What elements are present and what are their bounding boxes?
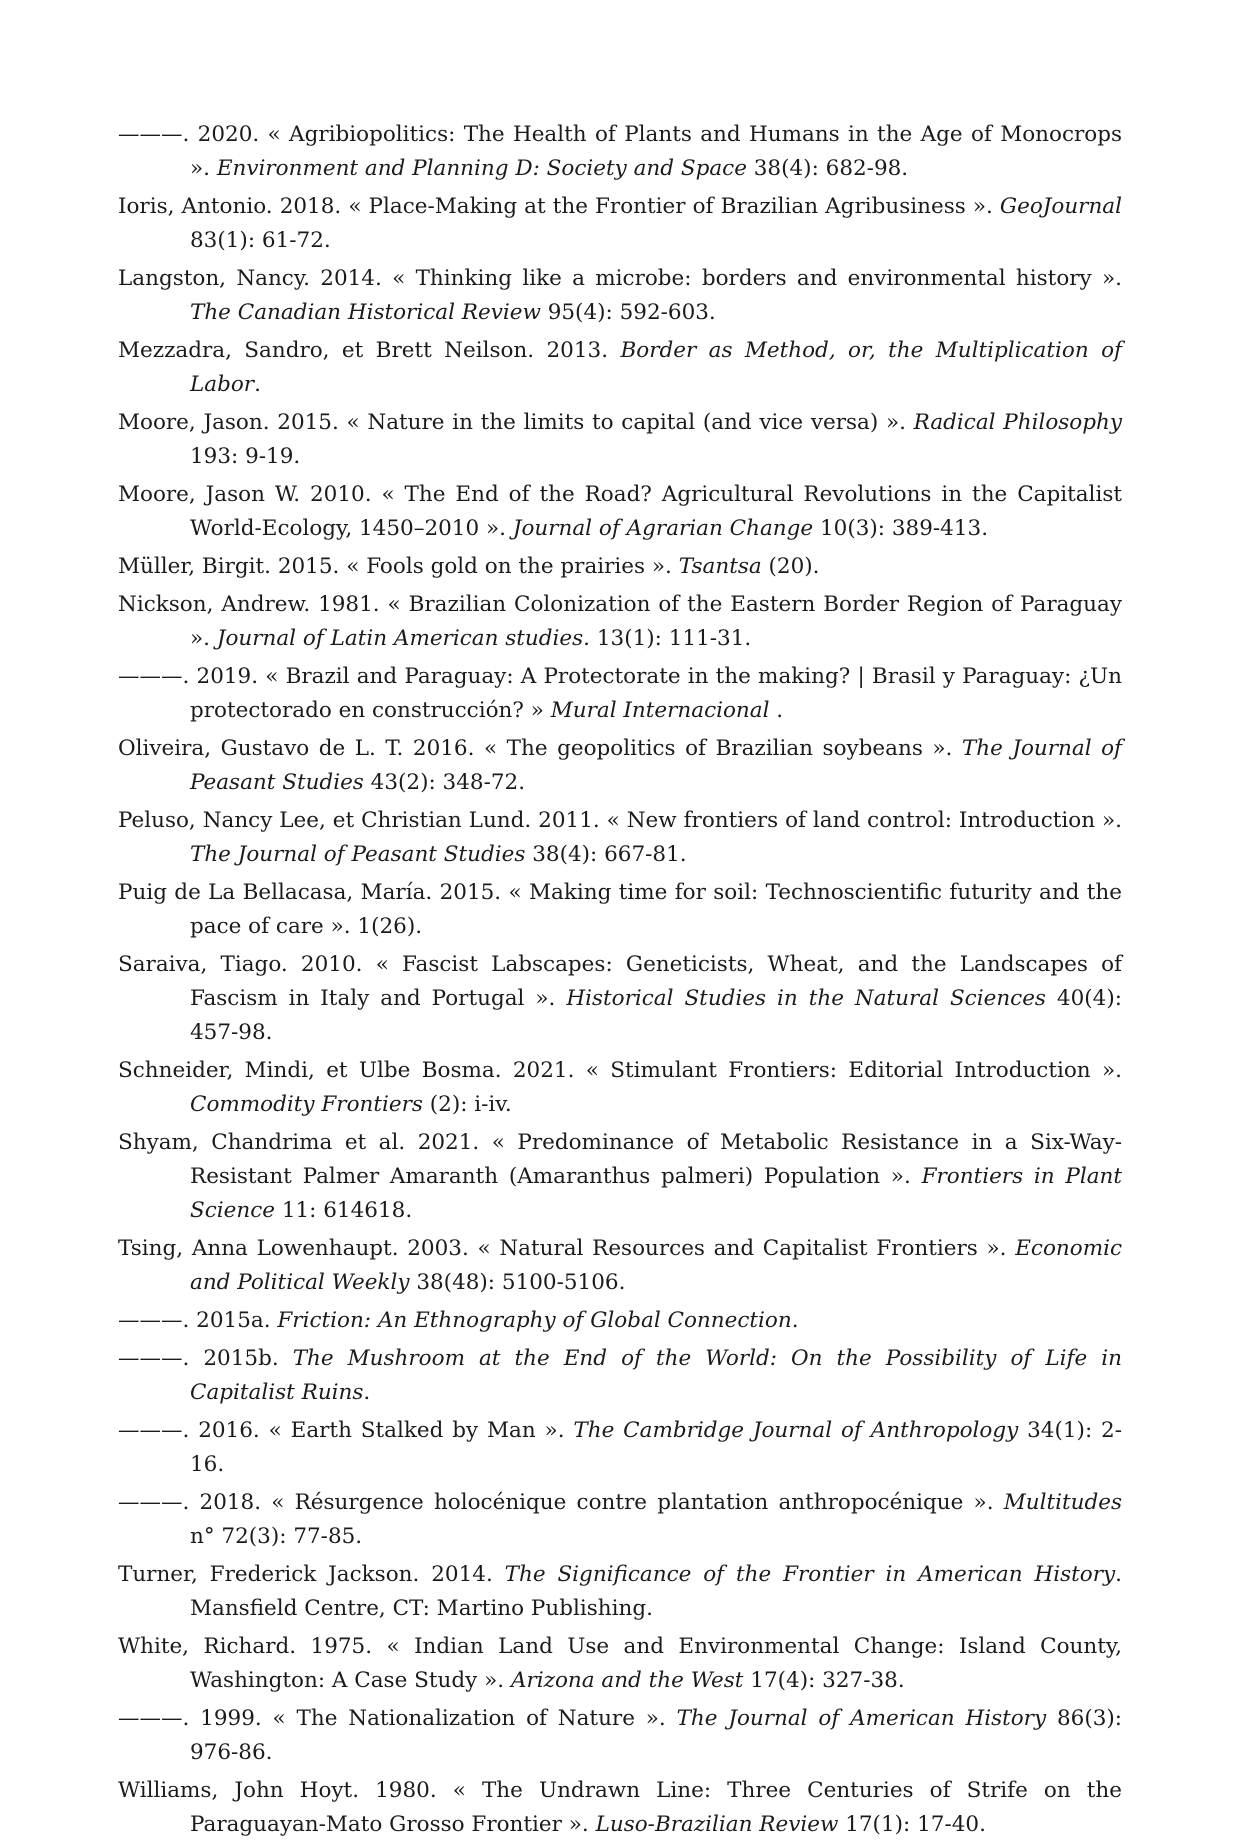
reference-entry	[118, 804, 1122, 872]
reference-text: ———. 1999. « The Nationalization of Nature ».	[118, 1706, 677, 1731]
reference-title: Journal of Latin American studies.	[216, 626, 591, 651]
reference-text: Langston, Nancy. 2014. « Thinking like a microbe: borders and environmental history ».	[118, 266, 1122, 291]
reference-text: Müller, Birgit. 2015. « Fools gold on the prairies ».	[118, 554, 679, 579]
reference-title: The Journal of American History	[676, 1706, 1047, 1731]
bibliography-page	[118, 118, 1122, 1846]
reference-title: Multitudes	[1003, 1490, 1122, 1515]
reference-details: 17(1): 17-40.	[838, 1812, 986, 1837]
reference-entry	[118, 1126, 1122, 1228]
reference-title: GeoJournal	[999, 194, 1122, 219]
reference-title: Commodity Frontiers	[190, 1092, 423, 1117]
reference-details: 43(2): 348-72.	[363, 770, 526, 795]
reference-text: Shyam, Chandrima et al. 2021. « Predominance of Metabolic Resistance in a Six-Way-Resistant Palmer Amaranth (Amaranthus palmeri) Population ».	[118, 1130, 1122, 1189]
reference-details: 34(1): 2-16.	[190, 1418, 1122, 1477]
reference-text: Mezzadra, Sandro, et Brett Neilson. 2013.	[118, 338, 621, 363]
reference-details: 38(4): 682-98.	[746, 156, 909, 181]
reference-list	[118, 118, 1122, 1842]
reference-title: Historical Studies in the Natural Sciences	[566, 986, 1046, 1011]
reference-details: 40(4): 457-98.	[190, 986, 1122, 1045]
reference-text: Saraiva, Tiago. 2010. « Fascist Labscapes: Geneticists, Wheat, and the Landscapes of Fascism in Italy and Portugal ».	[118, 952, 1122, 1011]
reference-text: ———. 2019. « Brazil and Paraguay: A Protectorate in the making? | Brasil y Paraguay: ¿Un protectorado en construcción? »	[118, 664, 1122, 723]
reference-details: 13(1): 111-31.	[590, 626, 752, 651]
reference-entry	[118, 948, 1122, 1050]
reference-title: Environment and Planning D: Society and Space	[216, 156, 747, 181]
reference-entry	[118, 1232, 1122, 1300]
reference-title: Friction: An Ethnography of Global Connection	[277, 1308, 792, 1333]
reference-title: Mural Internacional	[550, 698, 770, 723]
reference-entry	[118, 732, 1122, 800]
reference-title: Tsantsa	[678, 554, 762, 579]
reference-entry	[118, 478, 1122, 546]
reference-details: 38(4): 667-81.	[525, 842, 687, 867]
reference-title: Frontiers in Plant Science	[190, 1164, 1123, 1223]
reference-text: Ioris, Antonio. 2018. « Place-Making at the Frontier of Brazilian Agribusiness ».	[118, 194, 1000, 219]
reference-entry	[118, 1702, 1122, 1770]
reference-text: Nickson, Andrew. 1981. « Brazilian Colonization of the Eastern Border Region of Paraguay ».	[118, 592, 1122, 651]
reference-title: Border as Method, or, the Multiplication of Labor	[190, 338, 1122, 397]
reference-details: 193: 9-19.	[190, 444, 301, 469]
reference-details: 17(4): 327-38.	[743, 1668, 905, 1693]
reference-entry	[118, 118, 1122, 186]
reference-text: Oliveira, Gustavo de L. T. 2016. « The geopolitics of Brazilian soybeans ».	[118, 736, 962, 761]
reference-details: 95(4): 592-603.	[540, 300, 716, 325]
reference-entry	[118, 262, 1122, 330]
reference-text: Moore, Jason W. 2010. « The End of the Road? Agricultural Revolutions in the Capitalist World-Ecology, 1450–2010 ».	[118, 482, 1122, 541]
reference-text: Peluso, Nancy Lee, et Christian Lund. 2011. « New frontiers of land control: Introduction ».	[118, 808, 1122, 833]
reference-text: White, Richard. 1975. « Indian Land Use and Environmental Change: Island County, Washington: A Case Study ».	[118, 1634, 1122, 1693]
reference-entry	[118, 660, 1122, 728]
reference-entry	[118, 1774, 1122, 1842]
reference-title: The Significance of the Frontier in American History	[504, 1562, 1116, 1587]
reference-title: Radical Philosophy	[913, 410, 1123, 435]
reference-entry	[118, 1304, 1122, 1338]
reference-title: The Canadian Historical Review	[190, 300, 541, 325]
reference-details: 83(1): 61-72.	[190, 228, 331, 253]
reference-details: 10(3): 389-413.	[813, 516, 989, 541]
reference-title: The Cambridge Journal of Anthropology	[573, 1418, 1019, 1443]
reference-text: ———. 2016. « Earth Stalked by Man ».	[118, 1418, 574, 1443]
reference-title: Journal of Agrarian Change	[512, 516, 814, 541]
reference-entry	[118, 1342, 1122, 1410]
reference-entry	[118, 1558, 1122, 1626]
reference-text: Puig de La Bellacasa, María. 2015. « Making time for soil: Technoscientific futurity and the pace of care ». 1(26).	[118, 880, 1122, 939]
reference-entry	[118, 190, 1122, 258]
reference-title: The Journal of Peasant Studies	[190, 736, 1122, 795]
reference-text: ———. 2018. « Résurgence holocénique contre plantation anthropocénique ».	[118, 1490, 1004, 1515]
reference-details: .	[254, 372, 261, 397]
reference-text: Schneider, Mindi, et Ulbe Bosma. 2021. « Stimulant Frontiers: Editorial Introduction ».	[118, 1058, 1122, 1083]
reference-details: .	[791, 1308, 799, 1333]
reference-details: . Mansfield Centre, CT: Martino Publishing.	[190, 1562, 1122, 1621]
reference-title: Arizona and the West	[510, 1668, 744, 1693]
reference-title: The Mushroom at the End of the World: On the Possibility of Life in Capitalist Ruins	[190, 1346, 1122, 1405]
reference-entry	[118, 876, 1122, 944]
reference-text: ———. 2015b.	[118, 1346, 293, 1371]
reference-text: Turner, Frederick Jackson. 2014.	[118, 1562, 505, 1587]
reference-entry	[118, 406, 1122, 474]
reference-title: Luso-Brazilian Review	[595, 1812, 839, 1837]
reference-text: Tsing, Anna Lowenhaupt. 2003. « Natural Resources and Capitalist Frontiers ».	[118, 1236, 1016, 1261]
reference-entry	[118, 334, 1122, 402]
reference-details: 38(48): 5100-5106.	[409, 1270, 626, 1295]
reference-entry	[118, 1054, 1122, 1122]
reference-details: (20).	[761, 554, 820, 579]
reference-title: The Journal of Peasant Studies	[190, 842, 526, 867]
reference-details: 86(3): 976-86.	[190, 1706, 1123, 1765]
reference-entry	[118, 588, 1122, 656]
reference-entry	[118, 550, 1122, 584]
reference-text: Moore, Jason. 2015. « Nature in the limits to capital (and vice versa) ».	[118, 410, 914, 435]
reference-title: Economic and Political Weekly	[190, 1236, 1122, 1295]
reference-details: .	[769, 698, 784, 723]
reference-entry	[118, 1630, 1122, 1698]
reference-entry	[118, 1486, 1122, 1554]
reference-details: 11: 614618.	[274, 1198, 413, 1223]
reference-text: Williams, John Hoyt. 1980. « The Undrawn Line: Three Centuries of Strife on the Paraguayan-Mato Grosso Frontier ».	[118, 1778, 1122, 1837]
reference-details: (2): i-iv.	[422, 1092, 512, 1117]
reference-details: .	[363, 1380, 371, 1405]
reference-entry	[118, 1414, 1122, 1482]
reference-text: ———. 2015a.	[118, 1308, 278, 1333]
reference-details: n° 72(3): 77-85.	[190, 1524, 363, 1549]
reference-text: ———. 2020. « Agribiopolitics: The Health of Plants and Humans in the Age of Monocrops ».	[118, 122, 1122, 181]
